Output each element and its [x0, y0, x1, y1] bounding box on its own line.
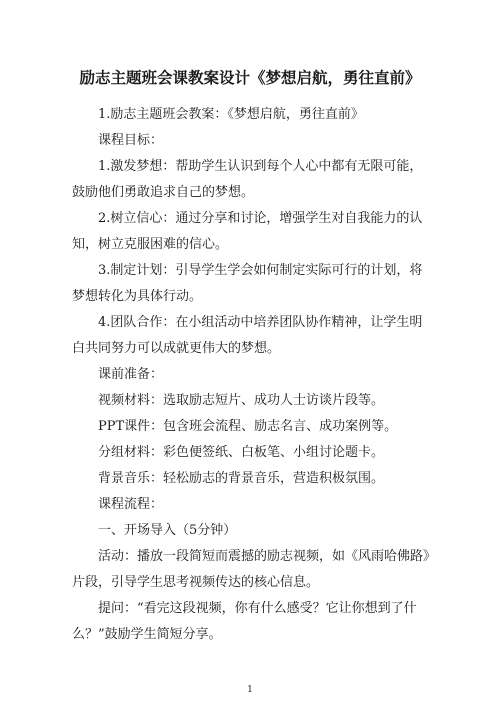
document-body	[72, 102, 432, 648]
paragraph: 一、开场导入（5分钟）	[98, 523, 237, 538]
paragraph: 提问：“看完这段视频，你有什么感受？它让你想到了什么？”鼓励学生简短分享。	[72, 601, 417, 642]
paragraph: 课程流程：	[98, 497, 164, 512]
paragraph: 背景音乐：轻松励志的背景音乐，营造积极氛围。	[98, 471, 385, 486]
paragraph: 活动：播放一段简短而震撼的励志视频，如《风雨哈佛路》片段，引导学生思考视频传达的核心信息。	[72, 549, 430, 590]
paragraph: 1.励志主题班会教案：《梦想启航，勇往直前》	[98, 107, 364, 122]
paragraph: 分组材料：彩色便签纸、白板笔、小组讨论题卡。	[98, 445, 385, 460]
paragraph: 4.团队合作：在小组活动中培养团队协作精神，让学生明白共同努力可以成就更伟大的梦想。	[72, 315, 423, 356]
paragraph: PPT课件：包含班会流程、励志名言、成功案例等。	[98, 419, 398, 434]
paragraph: 视频材料：选取励志短片、成功人士访谈片段等。	[98, 393, 385, 408]
page-number: 1	[247, 685, 253, 695]
paragraph: 3.制定计划：引导学生学会如何制定实际可行的计划，将梦想转化为具体行动。	[72, 263, 423, 304]
document-title: 励志主题班会课教案设计《梦想启航，勇往直前》	[79, 68, 421, 87]
paragraph: 2.树立信心：通过分享和讨论，增强学生对自我能力的认知，树立克服困难的信心。	[72, 211, 423, 252]
paragraph: 1.激发梦想：帮助学生认识到每个人心中都有无限可能，鼓励他们勇敢追求自己的梦想。	[72, 159, 423, 200]
paragraph: 课前准备：	[98, 367, 164, 382]
paragraph: 课程目标：	[98, 133, 164, 148]
